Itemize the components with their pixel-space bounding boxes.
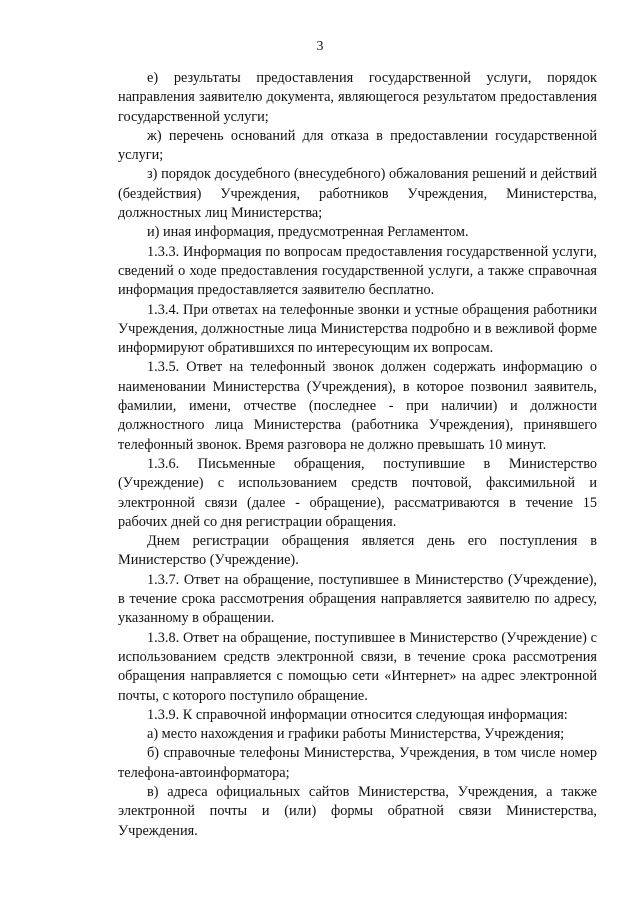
- document-body: [118, 69, 597, 841]
- paragraph-item-b: б) справочные телефоны Министерства, Учреждения, в том числе номер телефона-автоинформатора;: [118, 745, 597, 781]
- paragraph-1-3-7: 1.3.7. Ответ на обращение, поступившее в Министерство (Учреждение), в течение срока рассмотрения обращения направляется заявителю по адресу, указанному в обращении.: [118, 571, 597, 627]
- paragraph-1-3-8: 1.3.8. Ответ на обращение, поступившее в Министерство (Учреждение) с использованием средств электронной связи, в течение срока рассмотрения обращения направляется с помощью сети «Интернет» на адрес электронной почты, с которого поступило обращение.: [118, 629, 597, 704]
- page-number: 3: [316, 39, 324, 54]
- paragraph-1-3-5: 1.3.5. Ответ на телефонный звонок должен содержать информацию о наименовании Министерства (Учреждения), в которое позвонил заявитель, фамилии, имени, отчестве (последнее - при наличии) и должности должностного лица Министерства (работника Учреждения), принявшего телефонный звонок. Время разговора не должно превышать 10 минут.: [118, 359, 597, 453]
- paragraph-1-3-6: 1.3.6. Письменные обращения, поступившие в Министерство (Учреждение) с использованием средств почтовой, факсимильной и электронной связи (далее - обращение), рассматриваются в течение 15 рабочих дней со дня регистрации обращения.: [118, 455, 597, 530]
- paragraph-registration-day: Днем регистрации обращения является день его поступления в Министерство (Учреждение).: [118, 533, 597, 569]
- paragraph-item-v: в) адреса официальных сайтов Министерства, Учреждения, а также электронной почты и (или) формы обратной связи Министерства, Учреждения.: [118, 783, 597, 839]
- paragraph-item-e: е) результаты предоставления государственной услуги, порядок направления заявителю документа, являющегося результатом предоставления государственной услуги;: [118, 70, 597, 125]
- paragraph-1-3-3: 1.3.3. Информация по вопросам предоставления государственной услуги, сведений о ходе предоставления государственной услуги, а также справочная информация предоставляется заявителю бесплатно.: [118, 243, 597, 299]
- paragraph-item-a: а) место нахождения и графики работы Министерства, Учреждения;: [147, 726, 565, 743]
- paragraph-1-3-4: 1.3.4. При ответах на телефонные звонки и устные обращения работники Учреждения, должностные лица Министерства подробно и в вежливой форме информируют обратившихся по интересующим их вопросам.: [118, 301, 597, 357]
- paragraph-item-i: и) иная информация, предусмотренная Регламентом.: [147, 224, 469, 241]
- paragraph-item-z: з) порядок досудебного (внесудебного) обжалования решений и действий (бездействия) Учреждения, работников Учреждения, Министерства, должностных лиц Министерства;: [118, 166, 597, 222]
- paragraph-1-3-9: 1.3.9. К справочной информации относится следующая информация:: [147, 706, 568, 723]
- paragraph-item-zh: ж) перечень оснований для отказа в предоставлении государственной услуги;: [118, 127, 597, 164]
